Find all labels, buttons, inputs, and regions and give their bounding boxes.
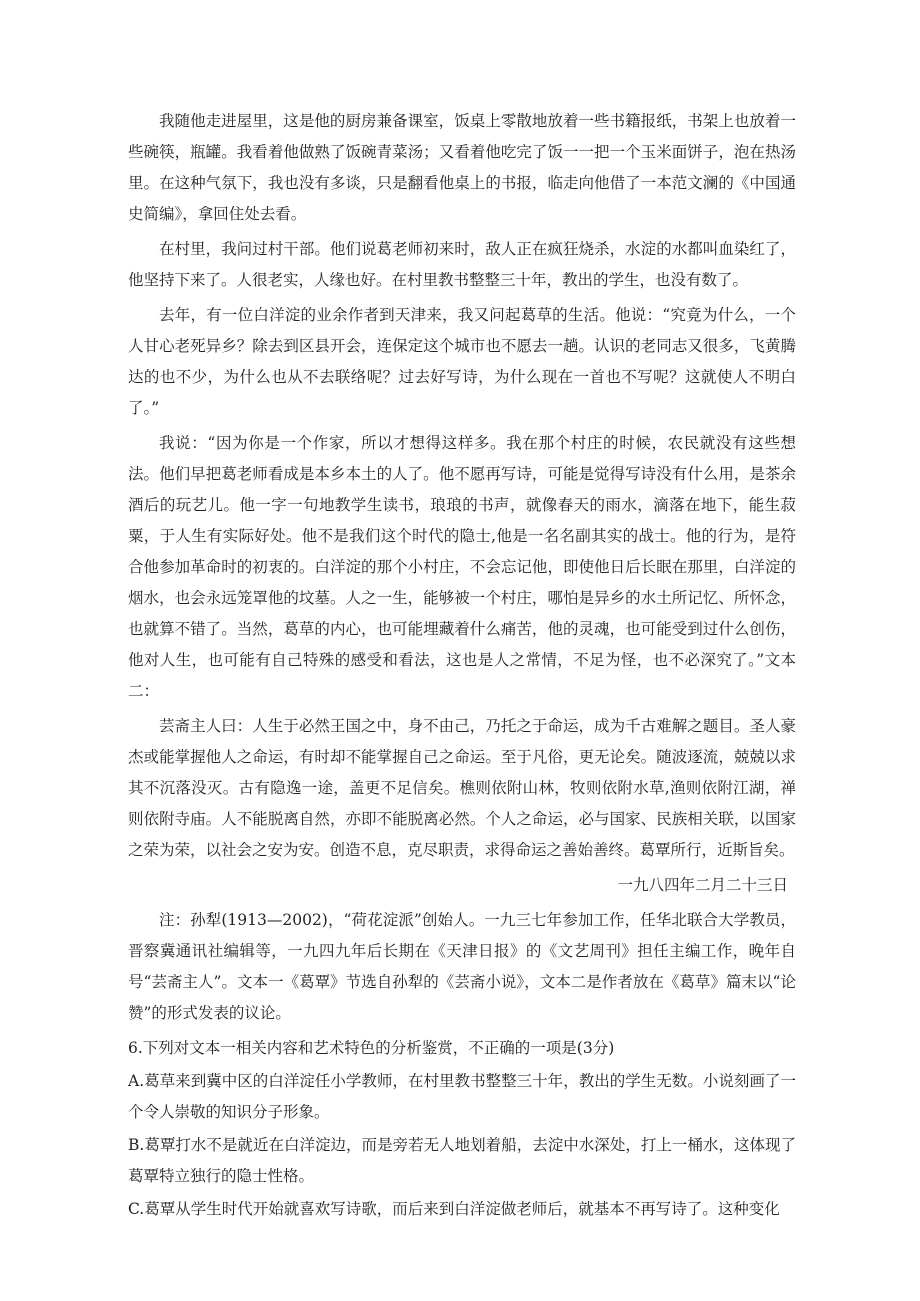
text-two-paragraph: 芸斋主人曰：人生于必然王国之中，身不由己，乃托之于命运，成为千古难解之题目。圣人豪杰或能掌握他人之命运，有时却不能掌握自己之命运。至于凡俗，更无论矣。随波逐流，兢兢以求其不沉落没灭。古有隐逸一途，盖更不足信矣。樵则依附山林，牧则依附水草,渔则依附江湖，禅则依附寺庙。人不能脱离自然，亦即不能脱离必然。个人之命运，必与国家、民族相关联，以国家之荣为荣，以社会之安为安。创造不息，克尽职责，求得命运之善始善终。葛覃所行，近斯旨矣。 <box>128 717 796 859</box>
question-option-b: B.葛覃打水不是就近在白洋淀边，而是旁若无人地划着船，去淀中水深处，打上一桶水，这体现了葛覃特立独行的隐士性格。 <box>128 1136 796 1185</box>
question-option-a: A.葛草来到冀中区的白洋淀任小学教师，在村里教书整整三十年，教出的学生无数。小说刻画了一个令人崇敬的知识分子形象。 <box>128 1072 796 1121</box>
note-paragraph: 注：孙犁(1913—2002)，“荷花淀派”创始人。一九三七年参加工作，任华北联合大学教员，晋察冀通讯社编辑等，一九四九年后长期在《天津日报》的《文艺周刊》担任主编工作，晚年自号“芸斋主人”。文本一《葛覃》节选自孙犁的《芸斋小说》，文本二是作者放在《葛草》篇末以“论赞”的形式发表的议论。 <box>128 911 796 1022</box>
question-option-c: C.葛覃从学生时代开始就喜欢写诗歌，而后来到白洋淀做老师后，就基本不再写诗了。这种变化 <box>128 1200 780 1218</box>
text-one-paragraph-1: 我随他走进屋里，这是他的厨房兼备课室，饭桌上零散地放着一些书籍报纸，书架上也放着一些碗筷，瓶罐。我看着他做熟了饭碗青菜汤；又看着他吃完了饭一一把一个玉米面饼子，泡在热汤里。在这种气氛下，我也没有多谈，只是翻看他桌上的书报，临走向他借了一本范文澜的《中国通史简编》，拿回住处去看。 <box>128 112 796 223</box>
date-line: 一九八四年二月二十三日 <box>617 876 788 894</box>
document-page <box>128 106 796 1227</box>
text-one-paragraph-3: 去年，有一位白洋淀的业余作者到天津来，我又问起葛草的生活。他说：“究竟为什么，一个人甘心老死异乡？除去到区县开会，连保定这个城市也不愿去一趟。认识的老同志又很多，飞黄腾达的也不少，为什么也从不去联络呢？过去好写诗，为什么现在一首也不写呢？这就使人不明白了。” <box>128 306 796 417</box>
text-one-paragraph-4: 我说：“因为你是一个作家，所以才想得这样多。我在那个村庄的时候，农民就没有这些想法。他们早把葛老师看成是本乡本土的人了。他不愿再写诗，可能是觉得写诗没有什么用，是茶余酒后的玩艺儿。他一字一句地教学生读书，琅琅的书声，就像春天的雨水，滴落在地下，能生菽粟，于人生有实际好处。他不是我们这个时代的隐士,他是一名名副其实的战士。他的行为，是符合他参加革命时的初衷的。白洋淀的那个小村庄，不会忘记他，即使他日后长眠在那里，白洋淀的烟水，也会永远笼罩他的坟墓。人之一生，能够被一个村庄，哪怕是异乡的水土所记忆、所怀念，也就算不错了。当然，葛草的内心，也可能埋藏着什么痛苦，他的灵魂，也可能受到过什么创伤，他对人生，也可能有自己特殊的感受和看法，这也是人之常情，不足为怪，也不必深究了。”文本二： <box>128 434 796 700</box>
text-one-paragraph-2: 在村里，我问过村干部。他们说葛老师初来时，敌人正在疯狂烧杀，水淀的水都叫血染红了，他坚持下来了。人很老实，人缘也好。在村里教书整整三十年，教出的学生，也没有数了。 <box>128 240 796 289</box>
question-stem: 6.下列对文本一相关内容和艺术特色的分析鉴赏，不正确的一项是(3分) <box>128 1039 615 1057</box>
